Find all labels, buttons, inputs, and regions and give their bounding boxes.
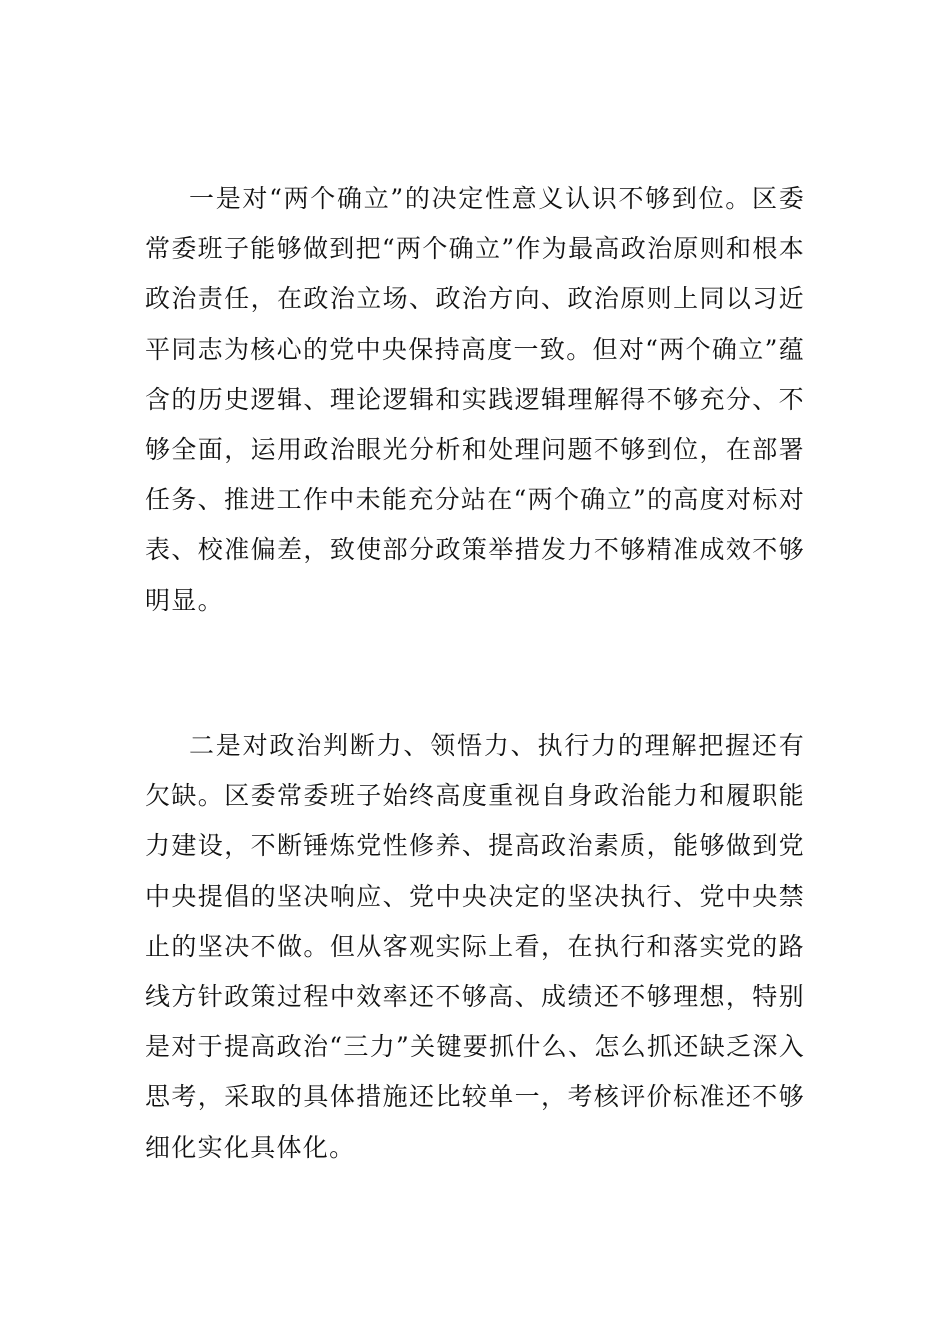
- paragraph-political-capability: 二是对政治判断力、领悟力、执行力的理解把握还有欠缺。区委常委班子始终高度重视自身政治能力和履职能力建设，不断锤炼党性修养、提高政治素质，能够做到党中央提倡的坚决响应、党中央决定的坚决执行、党中央禁止的坚决不做。但从客观实际上看，在执行和落实党的路线方针政策过程中效率还不够高、成绩还不够理想，特别是对于提高政治“三力”关键要抓什么、怎么抓还缺乏深入思考，采取的具体措施还比较单一，考核评价标准还不够细化实化具体化。: [145, 731, 805, 1162]
- paragraph-political-awareness: 一是对“两个确立”的决定性意义认识不够到位。区委常委班子能够做到把“两个确立”作为最高政治原则和根本政治责任，在政治立场、政治方向、政治原则上同以习近平同志为核心的党中央保持高度一致。但对“两个确立”蕴含的历史逻辑、理论逻辑和实践逻辑理解得不够充分、不够全面，运用政治眼光分析和处理问题不够到位，在部署任务、推进工作中未能充分站在“两个确立”的高度对标对表、校准偏差，致使部分政策举措发力不够精准成效不够明显。: [145, 184, 805, 615]
